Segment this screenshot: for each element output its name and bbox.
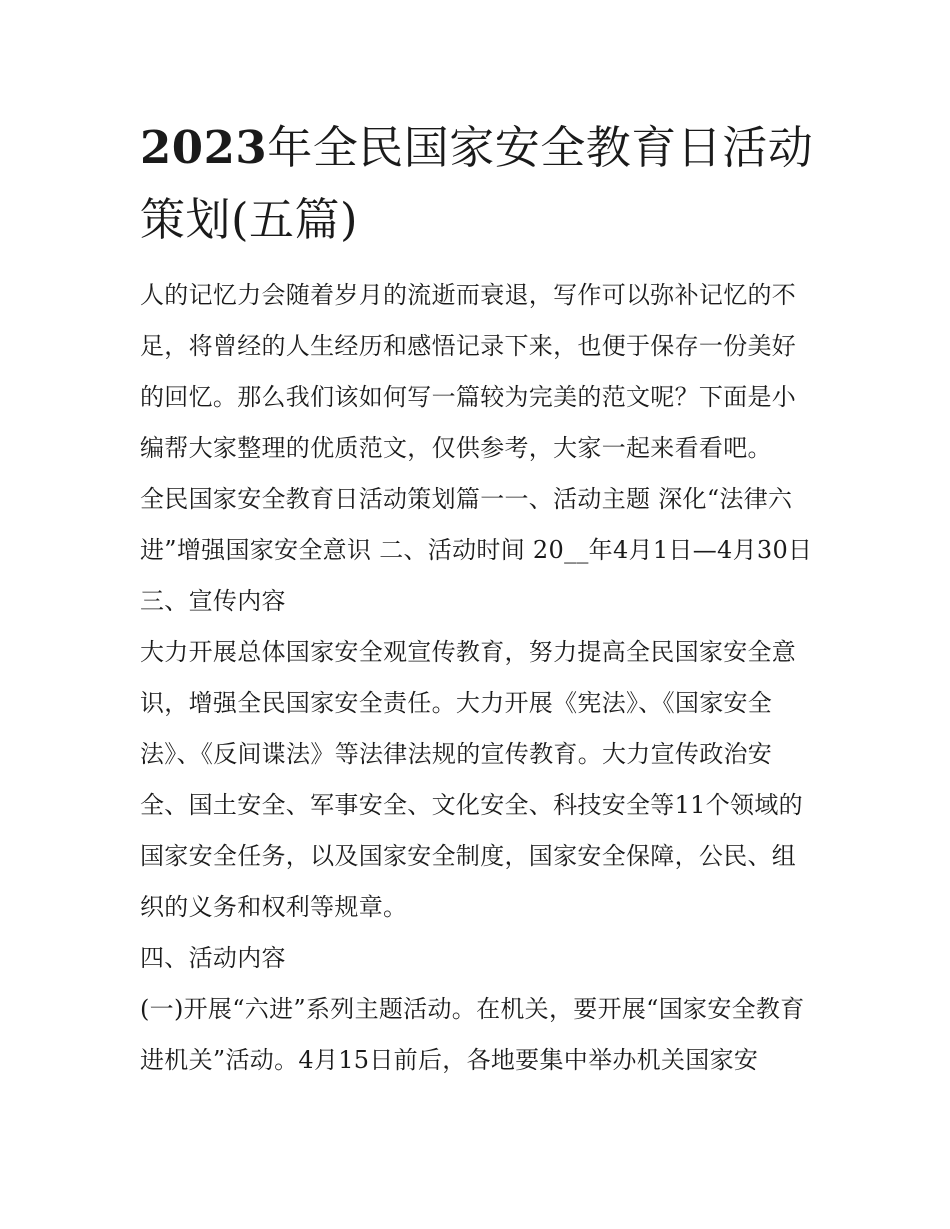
- title-year: 2023: [140, 121, 268, 174]
- activities-paragraph: (一)开展“六进”系列主题活动。在机关，要开展“国家安全教育进机关”活动。4月15日前后，各地要集中举办机关国家安: [140, 995, 805, 1074]
- document-page: [140, 112, 820, 1086]
- intro-paragraph: 人的记忆力会随着岁月的流逝而衰退，写作可以弥补记忆的不足，将曾经的人生经历和感悟记录下来，也便于保存一份美好的回忆。那么我们该如何写一篇较为完美的范文呢？下面是小编帮大家整理的优质范文，仅供参考，大家一起来看看吧。: [140, 281, 797, 462]
- document-title: [140, 112, 820, 256]
- section-heading-activities: 四、活动内容: [140, 944, 286, 972]
- publicity-content-paragraph: 大力开展总体国家安全观宣传教育，努力提高全民国家安全意识，增强全民国家安全责任。大力开展《宪法》、《国家安全法》、《反间谍法》等法律法规的宣传教育。大力宣传政治安全、国土安全、军事安全、文化安全、科技安全等11个领域的国家安全任务，以及国家安全制度，国家安全保障，公民、组织的义务和权利等规章。: [140, 638, 803, 921]
- section-theme-paragraph: 全民国家安全教育日活动策划篇一一、活动主题 深化“法律六进”增强国家安全意识 二、活动时间 20__年4月1日—4月30日 三、宣传内容: [140, 485, 813, 615]
- title-text: 年全民国家安全教育日活动策划(五篇): [140, 121, 814, 246]
